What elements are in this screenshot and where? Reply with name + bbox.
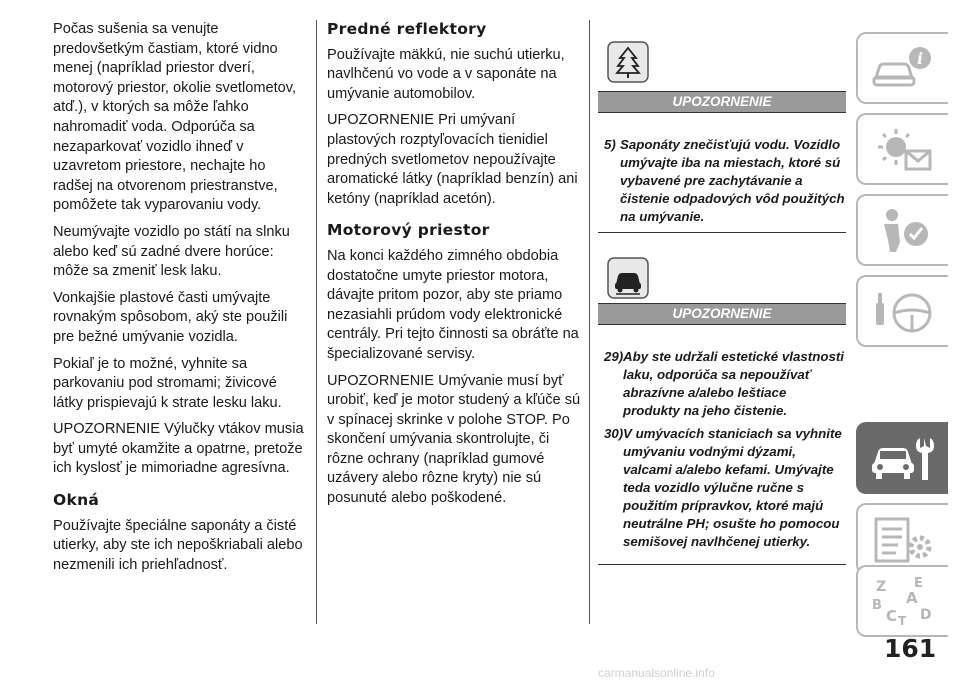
tab-driving[interactable] [856, 275, 948, 347]
warning-item [598, 425, 846, 551]
watermark: carmanualsonline.info [598, 666, 715, 680]
tab-dashboard-lights[interactable] [856, 113, 948, 185]
middle-column [327, 20, 583, 516]
tab-car-info[interactable] [856, 32, 948, 104]
warning-item-text: Saponáty znečisťujú vodu. Vozidlo umývajte iba na miestach, ktoré sú vybavené pre zachytávanie a čistenie odpadových vôd použitých na umývanie. [620, 137, 845, 224]
section-heading-motorovy-priestor: Motorový priestor [327, 221, 490, 240]
section-heading-reflektory: Predné reflektory [327, 20, 487, 38]
index-letter: E [914, 577, 923, 591]
warning-box [598, 348, 846, 565]
warning-title-bar: UPOZORNENIE [598, 303, 846, 325]
index-letter: A [906, 589, 918, 607]
index-letter: Z [876, 579, 887, 595]
environment-tree-icon [606, 40, 650, 84]
warning-item-number: 5) [604, 137, 616, 152]
paragraph: UPOZORNENIE Výlučky vtákov musia byť umyté okamžite a opatrne, pretože ich kyslosť je mimoriadne agresívna. [53, 421, 304, 477]
warning-item [598, 348, 846, 420]
paragraph: Vonkajšie plastové časti umývajte rovnakým spôsobom, aký ste použili pre bežné umývanie vozidla. [53, 289, 288, 345]
column-divider [589, 20, 590, 624]
specs-list-icon [870, 515, 936, 565]
tab-safety[interactable] [856, 194, 948, 266]
warning-item-number: 29) [604, 349, 624, 364]
paragraph: UPOZORNENIE Umývanie musí byť urobiť, keď je motor studený a kľúče sú v spínacej skrinke v polohe STOP. Po skončení umývania skontrolujte, či rôzne ochrany (napríklad gumové uzávery alebo rôzne kryty) nie sú posunuté alebo poškodené. [327, 372, 581, 507]
paragraph: Na konci každého zimného obdobia dostatočne umyte priestor motora, dávajte pritom pozor, aby ste priamo nezasiahli prúdom vody elektronické centrály. Pri tejto činnosti sa obráťte na špecializované servisy. [327, 247, 579, 362]
page-number: 161 [884, 634, 937, 663]
section-heading-okna: Okná [53, 491, 100, 510]
column-divider [316, 20, 317, 624]
index-letter: D [920, 607, 932, 623]
left-column [53, 20, 307, 582]
paragraph: Používajte špeciálne saponáty a čisté utierky, aby ste ich nepoškriabali alebo nezmenili ich priehľadnosť. [53, 517, 303, 573]
warning-item-text: Aby ste udržali estetické vlastnosti laku, odporúča sa nepoužívať abrazívne a/alebo leštiace produkty na jeho čistenie. [623, 349, 844, 418]
car-caution-icon [606, 256, 650, 300]
paragraph: Počas sušenia sa venujte predovšetkým častiam, ktoré vidno menej (napríklad priestor dverí, motorový priestor, okolie svetlometov, atď.), v ktorých sa môže ľahko nahromadiť voda. Odporúča sa nezaparkovať vozidlo ihneď v uzavretom priestore, nechajte ho radšej na otvorenom priestranstve, pomôžete tak vyparovaniu vody. [53, 21, 297, 214]
car-info-icon [870, 44, 936, 94]
svg-text:i: i [916, 49, 924, 68]
dashboard-light-icon [870, 125, 936, 175]
index-letters-icon [870, 577, 936, 627]
warning-title-bar: UPOZORNENIE [598, 91, 846, 113]
index-letter: C [886, 607, 898, 625]
car-wrench-icon [870, 434, 936, 484]
paragraph: Používajte mäkkú, nie suchú utierku, navlhčenú vo vode a v saponáte na umývanie automobilov. [327, 46, 565, 102]
warning-item [598, 136, 846, 226]
airbag-safety-icon [870, 206, 936, 256]
paragraph: UPOZORNENIE Pri umývaní plastových rozptyľovacích tienidiel predných svetlometov nepoužívajte aromatické látky (napríklad benzín) ani ketóny (napríklad acetón). [327, 112, 578, 207]
warning-item-text: V umývacích staniciach sa vyhnite umývaniu vodnými dýzami, valcami a/alebo kefami. Umývajte teda vozidlo výlučne ručne s použitím prípravkov, ktoré majú neutrálne PH; osušte ho pomocou semišovej navlhčenej utierky. [623, 426, 842, 549]
tab-maintenance[interactable] [856, 422, 948, 494]
paragraph: Neumývajte vozidlo po státí na slnku alebo keď sú zadné dvere horúce: môže sa zmeniť lesk laku. [53, 223, 290, 280]
index-letter: B [872, 598, 882, 613]
paragraph: Pokiaľ je to možné, vyhnite sa parkovaniu pod stromami; živicové látky prispievajú k strate lesku laku. [53, 355, 282, 411]
warning-box [598, 136, 846, 233]
warning-item-number: 30) [604, 426, 624, 441]
index-letter: T [898, 614, 907, 627]
tab-index[interactable] [856, 565, 948, 637]
steering-key-icon [870, 287, 936, 337]
